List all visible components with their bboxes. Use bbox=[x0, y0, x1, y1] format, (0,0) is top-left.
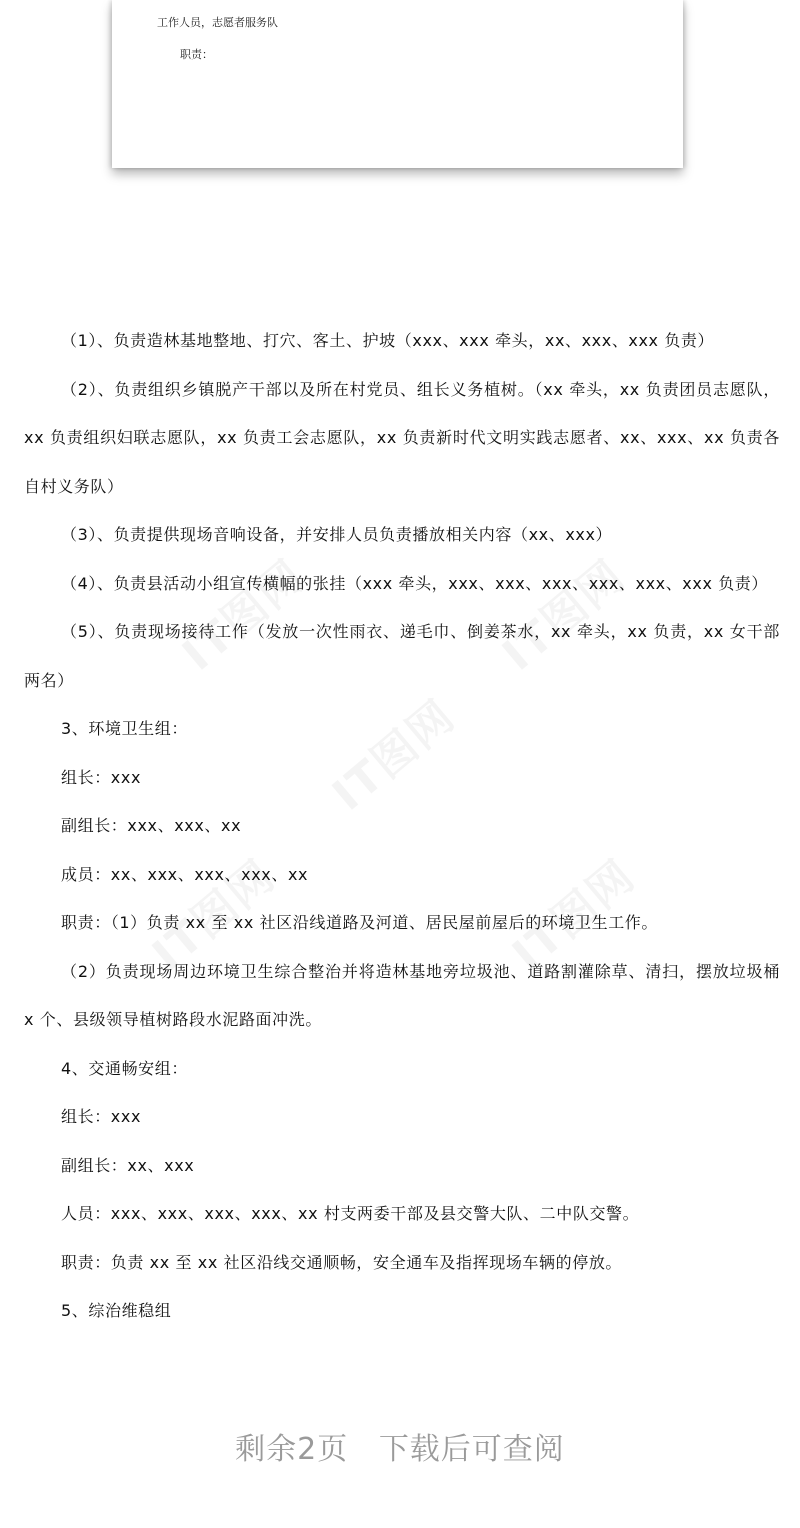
paragraph-task-2: （2）、负责组织乡镇脱产干部以及所在村党员、组长义务植树。（xx 牵头，xx 负责团员志愿队，xx 负责组织妇联志愿队，xx 负责工会志愿队，xx 负责新时代文明实践志愿者、xx、xxx、xx 负责各自村义务队） bbox=[24, 379, 780, 496]
document-body bbox=[24, 317, 780, 1336]
remaining-pages-text: 剩余2页 bbox=[235, 1432, 349, 1467]
document-preview-card bbox=[112, 0, 683, 168]
paragraph-task-5: （5）、负责现场接待工作（发放一次性雨衣、递毛巾、倒姜茶水，xx 牵头，xx 负责，xx 女干部两名） bbox=[24, 622, 780, 690]
traffic-deputy: 副组长：xx、xxx bbox=[61, 1155, 195, 1175]
traffic-duty: 职责：负责 xx 至 xx 社区沿线交通顺畅，安全通车及指挥现场车辆的停放。 bbox=[61, 1252, 623, 1272]
paragraph-task-3: （3）、负责提供现场音响设备，并安排人员负责播放相关内容（xx、xxx） bbox=[61, 525, 613, 544]
preview-line-staff: 工作人员，志愿者服务队 bbox=[157, 16, 278, 29]
section-heading-sanitation: 3、环境卫生组： bbox=[61, 719, 188, 738]
section-heading-stability: 5、综治维稳组 bbox=[61, 1301, 172, 1320]
preview-line-duty: 职责： bbox=[180, 48, 213, 61]
sanitation-duty-2: （2）负责现场周边环境卫生综合整治并将造林基地旁垃圾池、道路割灌除草、清扫，摆放垃圾桶 x 个、县级领导植树路段水泥路面冲洗。 bbox=[24, 961, 780, 1029]
traffic-members: 人员：xxx、xxx、xxx、xxx、xx 村支两委干部及县交警大队、二中队交警。 bbox=[61, 1204, 640, 1223]
paragraph-task-1: （1）、负责造林基地整地、打穴、客土、护坡（xxx、xxx 牵头，xx、xxx、xxx 负责） bbox=[61, 331, 715, 350]
download-prompt[interactable] bbox=[0, 1424, 800, 1468]
sanitation-leader: 组长：xxx bbox=[61, 767, 142, 787]
traffic-leader: 组长：xxx bbox=[61, 1107, 142, 1126]
download-to-view-text: 下载后可查阅 bbox=[378, 1432, 565, 1467]
paragraph-task-4: （4）、负责县活动小组宣传横幅的张挂（xxx 牵头，xxx、xxx、xxx、xxx、xxx、xxx 负责） bbox=[61, 573, 768, 593]
sanitation-members: 成员：xx、xxx、xxx、xxx、xx bbox=[61, 864, 309, 884]
sanitation-duty-1: 职责：（1）负责 xx 至 xx 社区沿线道路及河道、居民屋前屋后的环境卫生工作。 bbox=[61, 913, 658, 932]
section-heading-traffic: 4、交通畅安组： bbox=[61, 1058, 188, 1078]
sanitation-deputy: 副组长：xxx、xxx、xx bbox=[61, 816, 242, 835]
